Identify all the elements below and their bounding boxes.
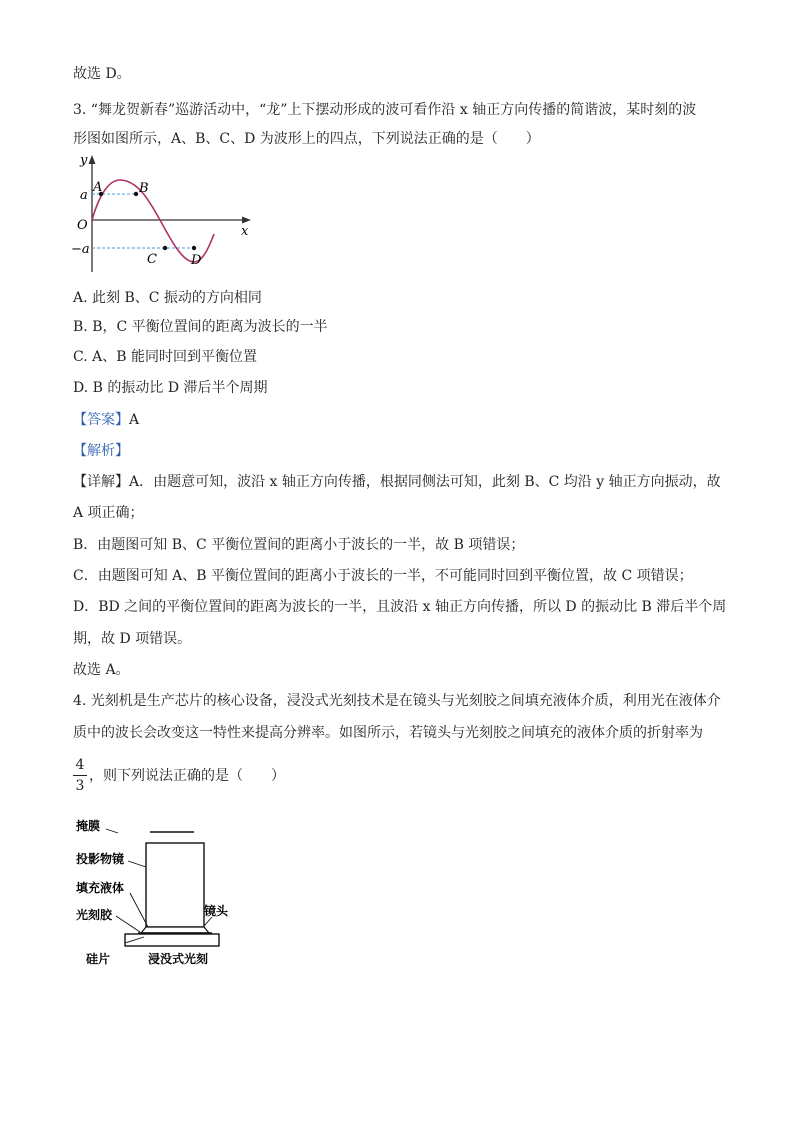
y-axis-arrow-icon (89, 155, 96, 164)
answer-value: A (129, 412, 140, 428)
detail-line-6: 期，故 D 项错误。 (73, 631, 192, 647)
detail-line-5: D．BD 之间的平衡位置间的距离为波长的一半，且波沿 x 轴正方向传播，所以 D 的振动比 B 滞后半个周 (73, 599, 727, 615)
option-b: B. B，C 平衡位置间的距离为波长的一半 (73, 319, 328, 335)
fraction (73, 756, 87, 795)
point-b-dot (134, 192, 138, 196)
question-3-stem-cont: 形图如图所示，A、B、C、D 为波形上的四点，下列说法正确的是（ ） (73, 131, 540, 147)
projection-lens-label: 投影物镜 (76, 852, 125, 866)
lens-head-label: 镜头 (204, 904, 229, 918)
detail-text-1: A．由题意可知，波沿 x 轴正方向传播，根据同侧法可知，此刻 B、C 均沿 y 轴正方向振动，故 (129, 474, 721, 490)
x-axis-label: x (241, 224, 249, 239)
projection-lens-body (146, 843, 204, 927)
wafer (125, 934, 219, 946)
detail-line-3: B．由题图可知 B、C 平衡位置间的距离小于波长的一半，故 B 项错误； (73, 537, 525, 553)
photoresist-label: 光刻胶 (76, 908, 113, 922)
analysis-tag: 【解析】 (73, 443, 129, 459)
a-label: a (80, 188, 88, 203)
choose-line: 故选 A。 (73, 662, 130, 678)
option-a: A. 此刻 B、C 振动的方向相同 (73, 290, 262, 306)
question-4-stem-end: ，则下列说法正确的是（ ） (89, 768, 285, 784)
point-d-label: D (191, 253, 202, 268)
wafer-label: 硅片 (86, 952, 111, 966)
x-axis-arrow-icon (242, 217, 251, 224)
answer-tag: 【答案】 (73, 412, 129, 428)
point-d-dot (192, 246, 196, 250)
liquid-layer (141, 927, 209, 933)
litho-figure (70, 815, 240, 975)
point-c-dot (163, 246, 167, 250)
origin-label: O (77, 218, 88, 233)
mask-label: 掩膜 (76, 819, 101, 833)
fill-liquid-label: 填充液体 (76, 881, 125, 895)
wave-curve (92, 180, 214, 262)
option-c: C. A、B 能同时回到平衡位置 (73, 349, 257, 365)
question-4-stem: 4. 光刻机是生产芯片的核心设备，浸没式光刻技术是在镜头与光刻胶之间填充液体介质，利用光在液体介 (73, 693, 721, 709)
point-c-label: C (147, 252, 157, 267)
wave-figure (70, 152, 260, 277)
detail-line-2: A 项正确； (73, 505, 144, 521)
question-3-stem: 3. “舞龙贺新春”巡游活动中，“龙”上下摆动形成的波可看作沿 x 轴正方向传播的简谐波，某时刻的波 (73, 102, 697, 118)
answer-line (73, 410, 139, 430)
text-line: 故选 D。 (73, 66, 131, 82)
fraction-numerator: 4 (75, 757, 85, 773)
detail-line-4: C．由题图可知 A、B 平衡位置间的距离小于波长的一半，不可能同时回到平衡位置，故 C 项错误； (73, 568, 693, 584)
caption-label: 浸没式光刻 (148, 952, 209, 966)
neg-a-label: −a (71, 242, 90, 257)
question-4-stem-cont: 质中的波长会改变这一特性来提高分辨率。如图所示，若镜头与光刻胶之间填充的液体介质的折射率为 (73, 725, 703, 741)
option-d: D. B 的振动比 D 滞后半个周期 (73, 380, 268, 396)
detail-line-1 (73, 472, 721, 492)
point-b-label: B (139, 181, 149, 196)
point-a-label: A (93, 180, 103, 195)
fraction-bar (73, 775, 87, 776)
fraction-denominator: 3 (75, 778, 85, 794)
y-axis-label: y (80, 153, 88, 168)
detail-tag: 【详解】 (73, 474, 129, 490)
